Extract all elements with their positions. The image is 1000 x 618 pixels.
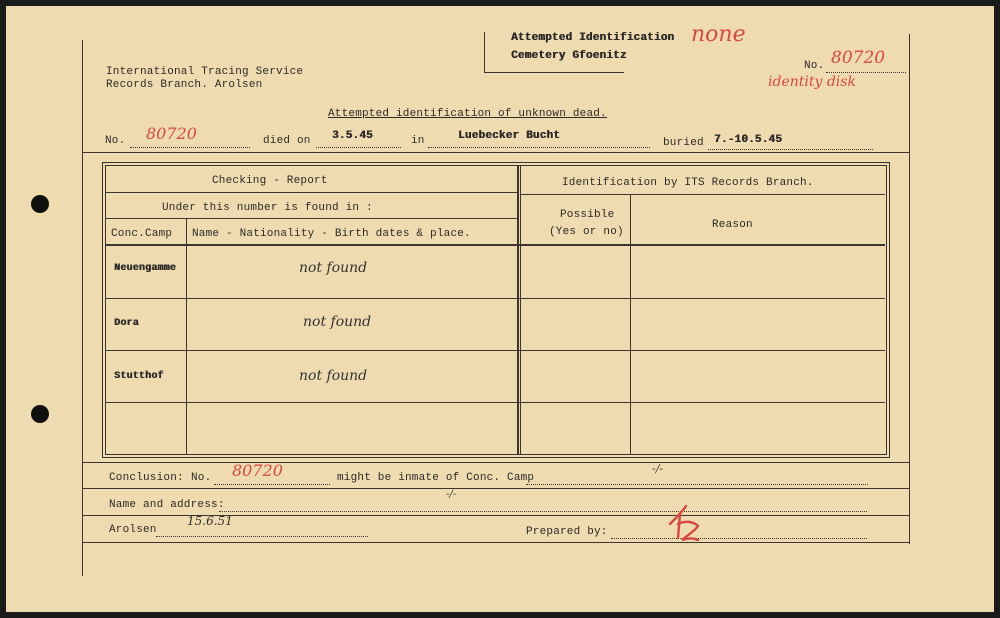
conclusion-label: Conclusion: — [109, 472, 184, 484]
record-no-label: No. — [105, 135, 126, 147]
record-number: 80720 — [146, 124, 197, 143]
col-name-nationality: Name - Nationality - Birth dates & place. — [192, 228, 471, 240]
stamp-line-2: Cemetery Gfoenitz — [511, 50, 627, 62]
row-result-2: not found — [303, 314, 372, 330]
died-label: died on — [263, 135, 311, 147]
col-conc-camp: Conc.Camp — [111, 228, 173, 240]
row-camp-1: Neuengamme — [114, 263, 177, 274]
card-number: 80720 — [831, 48, 886, 68]
place-of-death: Luebecker Bucht — [458, 130, 561, 142]
prepared-by-label: Prepared by: — [526, 526, 608, 538]
col-reason: Reason — [712, 219, 753, 231]
inmate-label: might be inmate of Conc. Camp — [337, 472, 535, 484]
row-result-1: not found — [299, 260, 368, 276]
row-camp-2: Dora — [114, 318, 139, 329]
preparer-signature-icon — [664, 502, 704, 544]
form-title: Attempted identification of unknown dead. — [328, 108, 607, 120]
card-no-label: No. — [804, 60, 825, 72]
signed-date: 15.6.51 — [187, 514, 233, 528]
col-possible-line-1: Possible — [560, 209, 615, 221]
handwritten-none: none — [691, 22, 746, 47]
punch-hole-bottom — [31, 405, 49, 423]
col-possible-line-2: (Yes or no) — [549, 226, 624, 238]
org-line-2: Records Branch. Arolsen — [106, 79, 263, 91]
record-card — [6, 6, 994, 612]
row-result-3: not found — [299, 368, 368, 384]
buried-label: buried — [663, 137, 704, 149]
stamp-line-1: Attempted Identification — [511, 32, 675, 44]
checking-report-header: Checking - Report — [212, 175, 328, 187]
identification-header: Identification by ITS Records Branch. — [562, 177, 814, 189]
identity-disk-note: identity disk — [768, 74, 856, 90]
org-line-1: International Tracing Service — [106, 66, 304, 78]
name-address-label: Name and address: — [109, 499, 225, 511]
found-in-subheader: Under this number is found in : — [162, 202, 373, 214]
conclusion-no-label: No. — [191, 472, 212, 484]
row-camp-3: Stutthof — [114, 371, 164, 382]
died-date: 3.5.45 — [332, 130, 373, 142]
arolsen-label: Arolsen — [109, 524, 157, 536]
conclusion-dash-mark: -/- — [652, 462, 664, 475]
name-dash-mark: -/- — [446, 489, 457, 500]
buried-date: 7.-10.5.45 — [714, 134, 783, 146]
in-label: in — [411, 135, 425, 147]
punch-hole-top — [31, 195, 49, 213]
conclusion-number: 80720 — [232, 461, 283, 480]
